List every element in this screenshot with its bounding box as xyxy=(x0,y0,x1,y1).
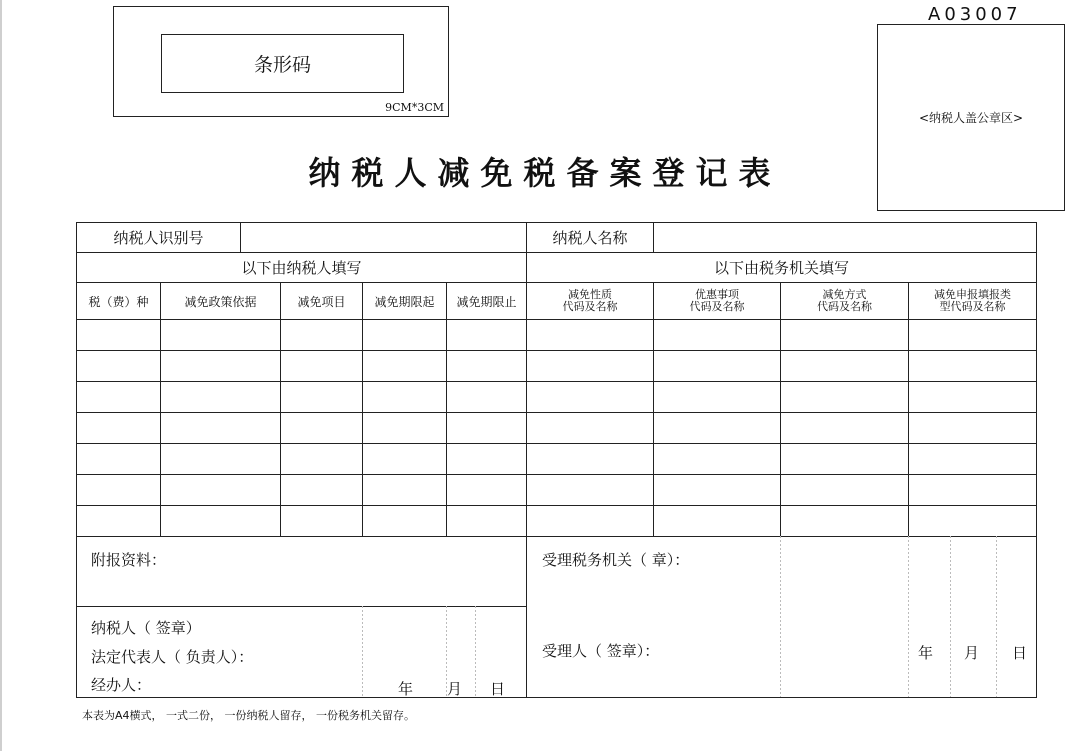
taxpayer-name-field[interactable] xyxy=(654,223,1036,252)
section-taxpayer-fill: 以下由纳税人填写 xyxy=(241,259,362,277)
report-type-line1: 减免申报填报类 xyxy=(934,288,1011,301)
legal-rep-label: 法定代表人（ 负责人）： xyxy=(91,648,254,666)
attachments-label: 附报资料： xyxy=(91,551,167,569)
page-title: 纳税人减免税备案登记表 xyxy=(308,154,782,192)
receiver-sign-label: 受理人（ 签章）： xyxy=(542,642,660,660)
date-year-label: 年 xyxy=(398,680,414,698)
handler-label: 经办人： xyxy=(91,676,152,694)
footnote: 本表为A4横式， 一式二份， 一份纳税人留存， 一份税务机关留存。 xyxy=(82,709,416,722)
column-header-period-start: 减免期限起 xyxy=(374,294,435,309)
report-type-line2: 型代码及名称 xyxy=(939,300,1006,313)
taxpayer-name-label: 纳税人名称 xyxy=(552,229,628,247)
taxpayer-id-label: 纳税人识别号 xyxy=(113,229,204,247)
date-day-label: 日 xyxy=(490,680,506,698)
seal-area xyxy=(877,24,1065,211)
column-header-tax-type: 税（费）种 xyxy=(88,294,149,309)
nature-code-line1: 减免性质 xyxy=(568,288,612,301)
column-header-exemption-item: 减免项目 xyxy=(297,294,346,309)
seal-label: <纳税人盖公章区> xyxy=(918,111,1024,125)
page-edge xyxy=(0,0,2,751)
date-year-label-2: 年 xyxy=(918,644,934,662)
date-month-label-2: 月 xyxy=(964,644,980,662)
form-code: A03007 xyxy=(928,4,1022,25)
column-header-period-end: 减免期限止 xyxy=(456,294,517,309)
barcode-area xyxy=(113,6,449,117)
barcode-size: 9CM*3CM xyxy=(385,101,444,114)
authority-seal-label: 受理税务机关（ 章）： xyxy=(542,551,690,569)
barcode-box xyxy=(161,34,404,93)
taxpayer-sign-label: 纳税人（ 签章） xyxy=(91,619,201,637)
section-authority-fill: 以下由税务机关填写 xyxy=(713,259,849,277)
taxpayer-id-field[interactable] xyxy=(241,223,526,252)
column-header-report-type xyxy=(909,283,1036,319)
method-line1: 减免方式 xyxy=(822,288,867,301)
barcode-label: 条形码 xyxy=(253,54,311,76)
preference-line1: 优惠事项 xyxy=(695,288,739,301)
nature-code-line2: 代码及名称 xyxy=(562,300,618,313)
method-line2: 代码及名称 xyxy=(817,300,872,313)
date-day-label-2: 日 xyxy=(1012,644,1028,662)
column-header-nature-code xyxy=(527,283,653,319)
preference-line2: 代码及名称 xyxy=(689,300,745,313)
column-header-preference xyxy=(654,283,780,319)
column-header-policy-basis: 减免政策依据 xyxy=(184,294,257,309)
column-header-method xyxy=(781,283,908,319)
date-month-label: 月 xyxy=(447,680,463,698)
